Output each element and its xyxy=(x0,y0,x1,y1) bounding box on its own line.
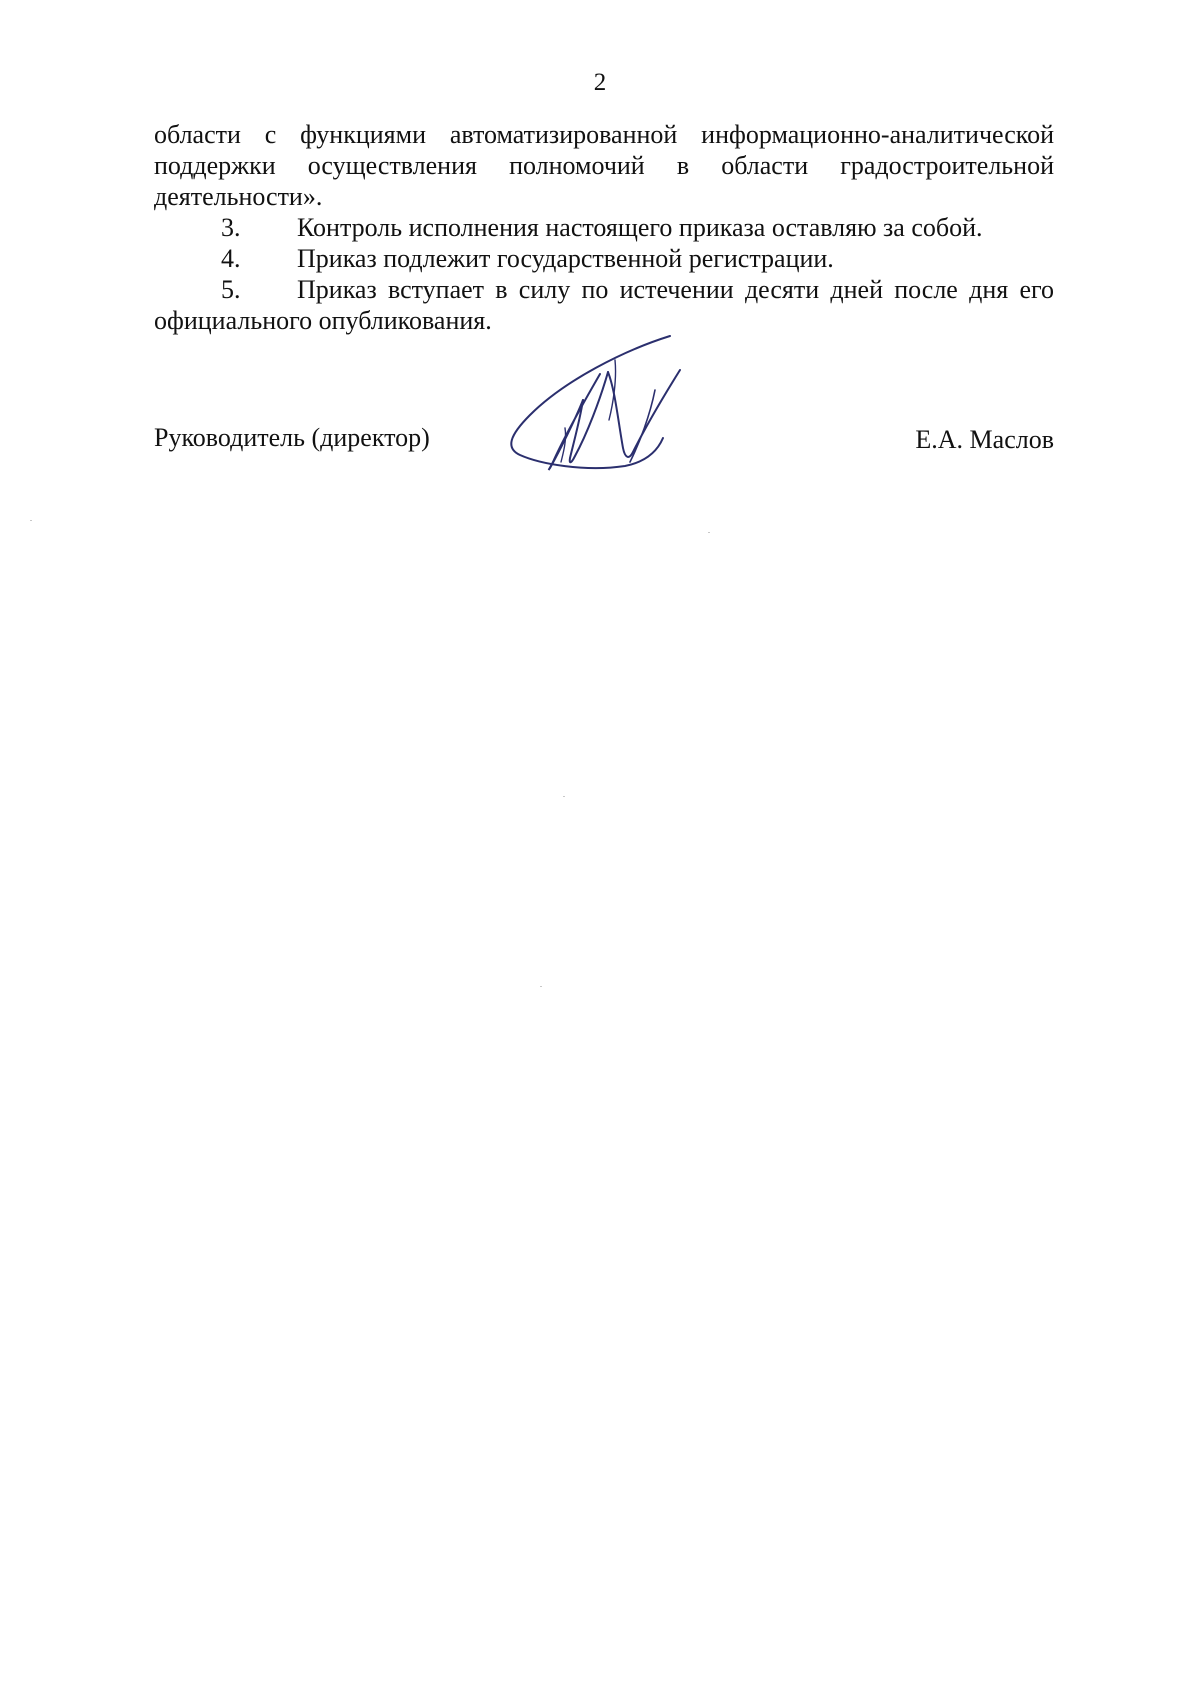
document-body xyxy=(154,119,1054,336)
list-item-text: Контроль исполнения настоящего приказа оставляю за собой. xyxy=(297,213,983,242)
signatory-position: Руководитель (директор) xyxy=(154,423,430,452)
paragraph-continuation-line-3: деятельности». xyxy=(154,182,323,211)
paragraph-continuation-line-2: поддержки осуществления полномочий в области градостроительной xyxy=(154,151,1054,180)
list-item-number: 3. xyxy=(221,213,241,242)
list-item-continuation: официального опубликования. xyxy=(154,306,492,335)
scan-speck xyxy=(30,520,32,521)
list-item-text: Приказ вступает в силу по истечении десяти дней после дня его xyxy=(297,275,1054,304)
paragraph-continuation-line-1: области с функциями автоматизированной информационно-аналитической xyxy=(154,120,1054,149)
list-item-text: Приказ подлежит государственной регистрации. xyxy=(297,244,834,273)
list-item-number: 5. xyxy=(221,275,241,304)
handwritten-signature-icon xyxy=(505,330,695,480)
page-number: 2 xyxy=(593,69,607,96)
scan-speck xyxy=(563,796,565,797)
scan-speck xyxy=(708,532,710,533)
list-item xyxy=(154,243,1054,274)
signatory-name: Е.А. Маслов xyxy=(915,425,1054,454)
list-item xyxy=(154,212,1054,243)
list-item-number: 4. xyxy=(221,244,241,273)
list-item xyxy=(154,274,1054,305)
scan-speck xyxy=(540,986,542,987)
